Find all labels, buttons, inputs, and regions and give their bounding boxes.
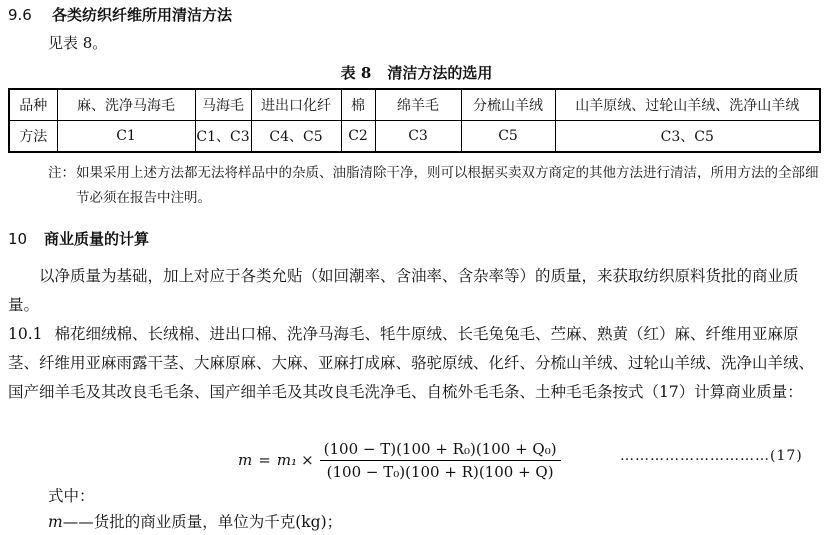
section-10-paragraph: 以净质量为基础，加上对应于各类允贴（如回潮率、含油率、含杂率等）的质量，来获取纺织原料货批的商业质量。 (8, 267, 799, 314)
table-cell: C1、C3 (195, 121, 251, 153)
section-title: 商业质量的计算 (44, 230, 150, 248)
formula-m1: m₁ (276, 451, 298, 469)
table-cell: C5 (461, 121, 555, 153)
formula-fraction (320, 440, 561, 481)
clause-10-1 (8, 320, 828, 407)
table-title: 清洁方法的选用 (387, 64, 493, 82)
leader-dots: ………………………… (620, 448, 770, 464)
table-cell: C3 (375, 121, 461, 153)
definition-text: 货批的商业质量，单位为千克(kg)； (93, 513, 343, 531)
table-row (9, 89, 820, 121)
table-cell: 山羊原绒、过轮山羊绒、洗净山羊绒 (555, 89, 820, 121)
row-header-method: 方法 (9, 121, 57, 153)
table-cell: C3、C5 (555, 121, 820, 153)
definition-dash: —— (62, 513, 94, 531)
table-cell: 麻、洗净马海毛 (57, 89, 195, 121)
formula-denominator: (100 − T₀)(100 + R)(100 + Q) (326, 462, 554, 481)
table-cell: C4、C5 (251, 121, 341, 153)
section-number: 10 (8, 230, 28, 248)
definition-symbol: m (48, 513, 63, 531)
table-cell: 马海毛 (195, 89, 251, 121)
where-label: 式中： (48, 487, 95, 505)
table-note (48, 161, 828, 211)
equation-number (620, 448, 803, 464)
cleaning-method-table (8, 88, 821, 153)
table-cell: C1 (57, 121, 195, 153)
note-label: 注： (48, 165, 75, 181)
clause-number: 10.1 (8, 325, 43, 343)
section-10-heading (8, 228, 149, 249)
section-title: 各类纺织纤维所用清洁方法 (52, 6, 233, 24)
table-number: 表 8 (340, 64, 372, 82)
formula-times: × (301, 451, 314, 469)
equation-label: (17) (770, 448, 803, 464)
formula-numerator: (100 − T)(100 + R₀)(100 + Q₀) (320, 440, 561, 461)
table-cell: 分梳山羊绒 (461, 89, 555, 121)
definition-m (48, 510, 342, 532)
formula-equals: = (258, 451, 271, 469)
section-number: 9.6 (8, 6, 32, 24)
formula-17 (238, 438, 561, 482)
table-cell: C2 (341, 121, 375, 153)
note-text: 如果采用上述方法都无法将样品中的杂质、油脂清除干净，则可以根据买卖双方商定的其他方法进行清洁，所用方法的全部细节必须在报告中注明。 (76, 165, 819, 206)
formula-lhs: m (238, 451, 253, 469)
see-table-text: 见表 8。 (48, 34, 108, 52)
row-header-variety: 品种 (9, 89, 57, 121)
table-caption (0, 62, 833, 83)
table-cell: 棉 (341, 89, 375, 121)
section-9-6-heading (8, 4, 232, 25)
table-row (9, 121, 820, 153)
table-cell: 进出口化纤 (251, 89, 341, 121)
clause-text: 棉花细绒棉、长绒棉、进出口棉、洗净马海毛、牦牛原绒、长毛兔兔毛、苎麻、熟黄（红）麻、纤维用亚麻原茎、纤维用亚麻雨露干茎、大麻原麻、大麻、亚麻打成麻、骆驼原绒、化纤、分梳山羊绒、过轮山羊绒、洗净山羊绒、国产细羊毛及其改良毛毛条、国产细羊毛及其改良毛洗净毛、自梳外毛毛条、土种毛毛条按式（17）计算商业质量： (8, 325, 815, 401)
table-cell: 绵羊毛 (375, 89, 461, 121)
